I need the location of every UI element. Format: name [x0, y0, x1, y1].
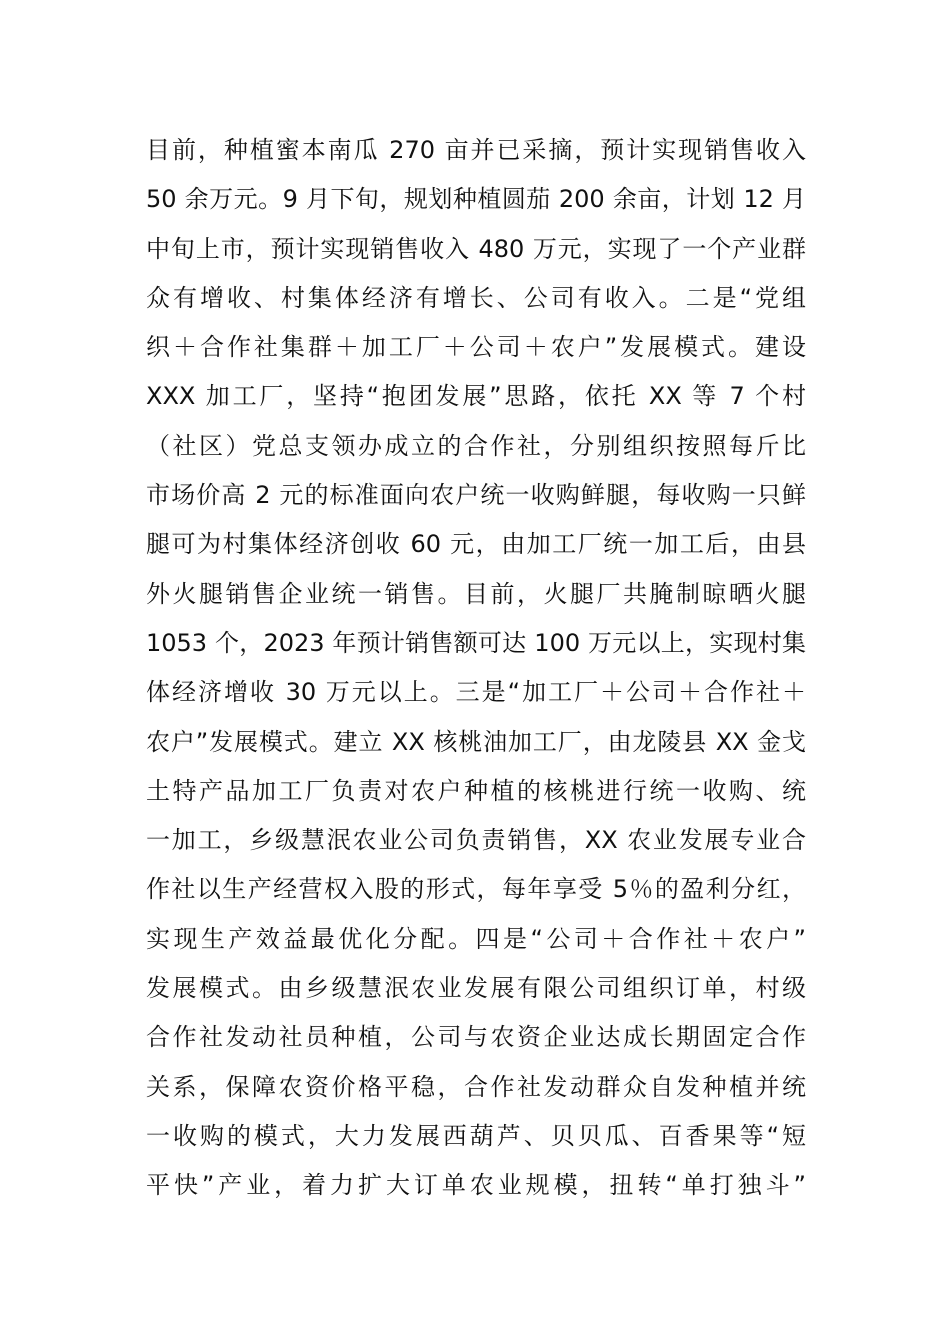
- text-line: 合作社发动社员种植，公司与农资企业达成长期固定合作: [146, 1023, 806, 1052]
- text-line: 一加工，乡级慧泯农业公司负责销售，XX 农业发展专业合: [146, 826, 806, 855]
- text-line: 实现生产效益最优化分配。四是“公司＋合作社＋农户”: [146, 924, 806, 953]
- text-line: 织＋合作社集群＋加工厂＋公司＋农户”发展模式。建设: [146, 333, 806, 362]
- text-line: 平快”产业，着力扩大订单农业规模，扭转“单打独斗”: [146, 1171, 806, 1200]
- text-line: 外火腿销售企业统一销售。目前，火腿厂共腌制晾晒火腿: [146, 579, 806, 608]
- body-paragraph: [146, 126, 806, 1211]
- text-line: 中旬上市，预计实现销售收入 480 万元，实现了一个产业群: [146, 234, 806, 263]
- text-line: 目前，种植蜜本南瓜 270 亩并已采摘，预计实现销售收入: [146, 136, 806, 164]
- text-line: 市场价高 2 元的标准面向农户统一收购鲜腿，每收购一只鲜: [146, 481, 806, 510]
- text-line: 关系，保障农资价格平稳，合作社发动群众自发种植并统: [146, 1072, 806, 1101]
- text-line: 土特产品加工厂负责对农户种植的核桃进行统一收购、统: [146, 776, 806, 805]
- text-line: 腿可为村集体经济创收 60 元，由加工厂统一加工后，由县: [146, 530, 806, 559]
- text-line: （社区）党总支领办成立的合作社，分别组织按照每斤比: [146, 431, 806, 460]
- text-line: 体经济增收 30 万元以上。三是“加工厂＋公司＋合作社＋: [146, 678, 806, 707]
- text-line: 50 余万元。9 月下旬，规划种植圆茄 200 余亩，计划 12 月: [146, 185, 806, 214]
- text-line: 农户”发展模式。建立 XX 核桃油加工厂，由龙陵县 XX 金戈: [146, 727, 806, 756]
- text-line: 一收购的模式，大力发展西葫芦、贝贝瓜、百香果等“短: [146, 1121, 806, 1150]
- text-line: 作社以生产经营权入股的形式，每年享受 5％的盈利分红，: [146, 875, 806, 904]
- text-line: 发展模式。由乡级慧泯农业发展有限公司组织订单，村级: [146, 974, 806, 1003]
- text-line: XXX 加工厂，坚持“抱团发展”思路，依托 XX 等 7 个村: [146, 382, 806, 411]
- text-line: 1053 个，2023 年预计销售额可达 100 万元以上，实现村集: [146, 628, 806, 657]
- text-line: 众有增收、村集体经济有增长、公司有收入。二是“党组: [146, 283, 806, 312]
